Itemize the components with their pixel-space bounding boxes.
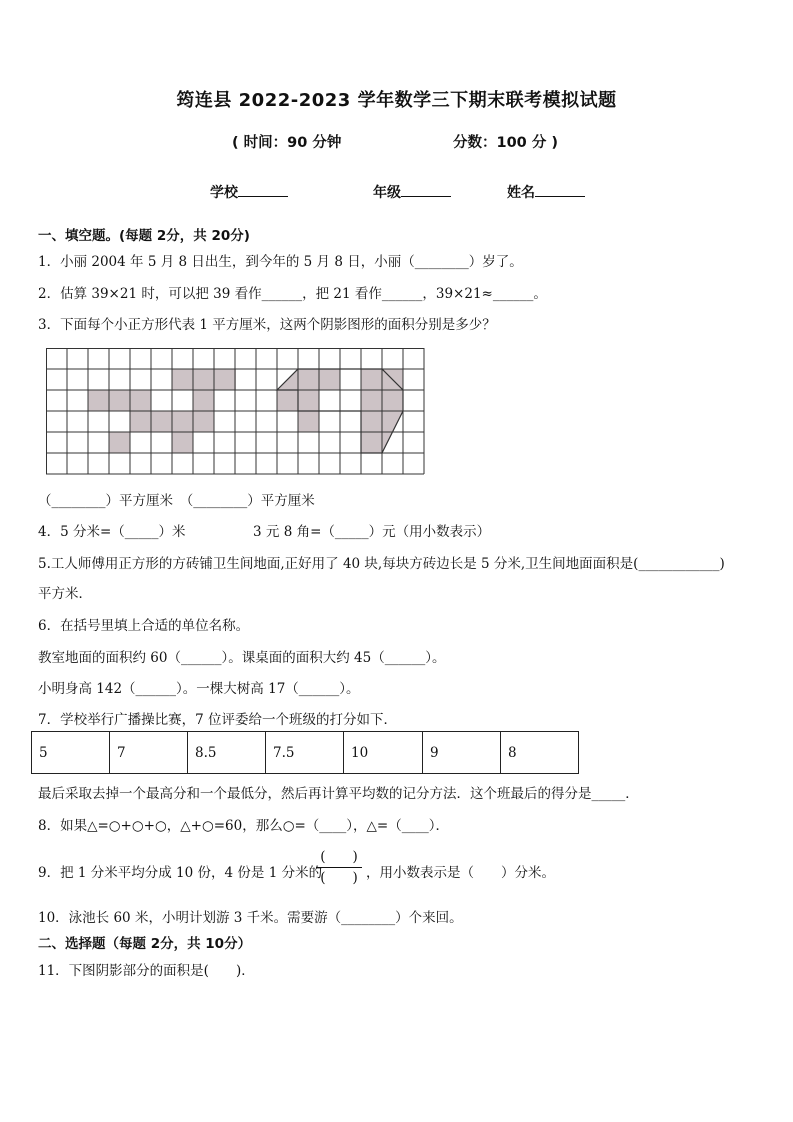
name-label: 姓名: [507, 185, 535, 201]
score-cell: 8: [501, 732, 579, 774]
question-9-suffix: ，用小数表示是（ ）分米。: [366, 865, 555, 881]
fraction-numerator: ( ): [320, 849, 358, 865]
question-4: 4．5 分米=（_____）米 3 元 8 角=（_____）元（用小数表示）: [38, 524, 491, 540]
score-table: [31, 731, 579, 774]
question-6: 6．在括号里填上合适的单位名称。: [38, 618, 250, 634]
question-1: 1．小丽 2004 年 5 月 8 日出生，到今年的 5 月 8 日，小丽（________）岁了。: [38, 254, 523, 270]
area-grid-figure: [46, 348, 428, 476]
question-6-line-2: 小明身高 142（______）。一棵大树高 17（______）。: [38, 681, 360, 697]
school-field[interactable]: [210, 182, 288, 202]
question-11: 11．下图阴影部分的面积是( )．: [38, 963, 255, 979]
question-5-line-1: 5.工人师傅用正方形的方砖铺卫生间地面,正好用了 40 块,每块方砖边长是 5 分米,卫生间地面面积是(____________): [38, 556, 725, 572]
question-7: 7．学校举行广播操比赛，7 位评委给一个班级的打分如下．: [38, 712, 397, 728]
page-title: 筠连县 2022-2023 学年数学三下期末联考模拟试题: [176, 90, 617, 111]
score-label: 分数：100 分 ): [453, 135, 558, 151]
name-line: [535, 182, 585, 197]
grade-field[interactable]: [373, 182, 451, 202]
time-label: ( 时间：90 分钟: [232, 135, 342, 151]
question-5-line-2: 平方米．: [38, 586, 92, 602]
grid-lines: [46, 348, 424, 474]
school-line: [238, 182, 288, 197]
score-cell: 5: [32, 732, 110, 774]
score-cell: 10: [344, 732, 423, 774]
question-3: 3．下面每个小正方形代表 1 平方厘米，这两个阴影图形的面积分别是多少？: [38, 317, 496, 333]
question-9-text: 9．把 1 分米平均分成 10 份，4 份是 1 分米的: [38, 865, 323, 881]
grade-label: 年级: [373, 185, 401, 201]
question-2: 2．估算 39×21 时，可以把 39 看作______，把 21 看作______，39×21≈______。: [38, 286, 547, 302]
score-cell: 9: [423, 732, 501, 774]
question-8: 8．如果△=○+○+○，△+○=60，那么○=（____），△=（____）．: [38, 818, 449, 834]
question-7-followup: 最后采取去掉一个最高分和一个最低分，然后再计算平均数的记分方法．这个班最后的得分是_____．: [38, 786, 639, 802]
fraction-denominator: ( ): [320, 870, 358, 886]
grade-line: [401, 182, 451, 197]
question-9-fraction: [316, 848, 362, 887]
fraction-bar: [316, 867, 362, 868]
score-cell: 7: [110, 732, 188, 774]
section-1-heading: 一、填空题。(每题 2分，共 20分): [38, 228, 250, 244]
table-row: [32, 732, 579, 774]
question-6-line-1: 教室地面的面积约 60（______）。课桌面的面积大约 45（______）。: [38, 650, 446, 666]
score-cell: 7.5: [266, 732, 344, 774]
question-3-answer: （________）平方厘米 （________）平方厘米: [38, 493, 315, 509]
name-field[interactable]: [507, 182, 585, 202]
section-2-heading: 二、选择题（每题 2分，共 10分）: [38, 936, 252, 952]
question-10: 10．泳池长 60 米，小明计划游 3 千米。需要游（________）个来回。: [38, 910, 463, 926]
score-cell: 8.5: [188, 732, 266, 774]
school-label: 学校: [210, 185, 238, 201]
